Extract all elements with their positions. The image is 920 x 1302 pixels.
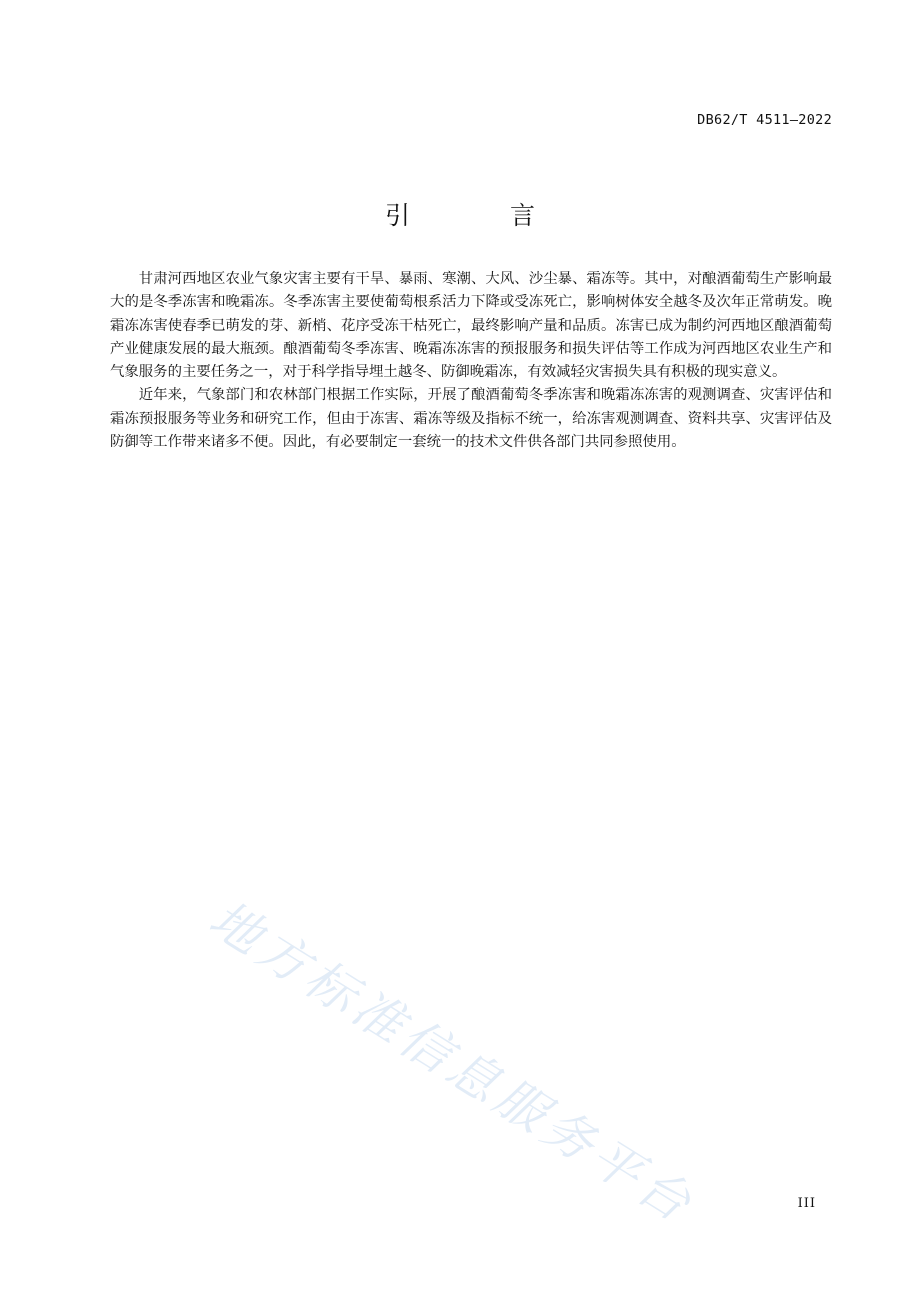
watermark: 地方标准信息服务平台: [199, 889, 706, 1236]
paragraph-2: 近年来，气象部门和农林部门根据工作实际，开展了酿酒葡萄冬季冻害和晚霜冻冻害的观测调查、灾害评估和霜冻预报服务等业务和研究工作，但由于冻害、霜冻等级及指标不统一，给冻害观测调查、资料共享、灾害评估及防御等工作带来诸多不便。因此，有必要制定一套统一的技术文件供各部门共同参照使用。: [110, 387, 832, 451]
page-title: 引 言: [385, 201, 581, 230]
page-number: III: [797, 1196, 816, 1211]
introduction-body: [110, 268, 832, 454]
paragraph-1: 甘肃河西地区农业气象灾害主要有干旱、暴雨、寒潮、大风、沙尘暴、霜冻等。其中，对酿酒葡萄生产影响最大的是冬季冻害和晚霜冻。冬季冻害主要使葡萄根系活力下降或受冻死亡，影响树体安全越冬及次年正常萌发。晚霜冻冻害使春季已萌发的芽、新梢、花序受冻干枯死亡，最终影响产量和品质。冻害已成为制约河西地区酿酒葡萄产业健康发展的最大瓶颈。酿酒葡萄冬季冻害、晚霜冻冻害的预报服务和损失评估等工作成为河西地区农业生产和气象服务的主要任务之一，对于科学指导埋土越冬、防御晚霜冻，有效减轻灾害损失具有积极的现实意义。: [110, 271, 832, 381]
standard-code: DB62/T 4511—2022: [697, 112, 832, 128]
